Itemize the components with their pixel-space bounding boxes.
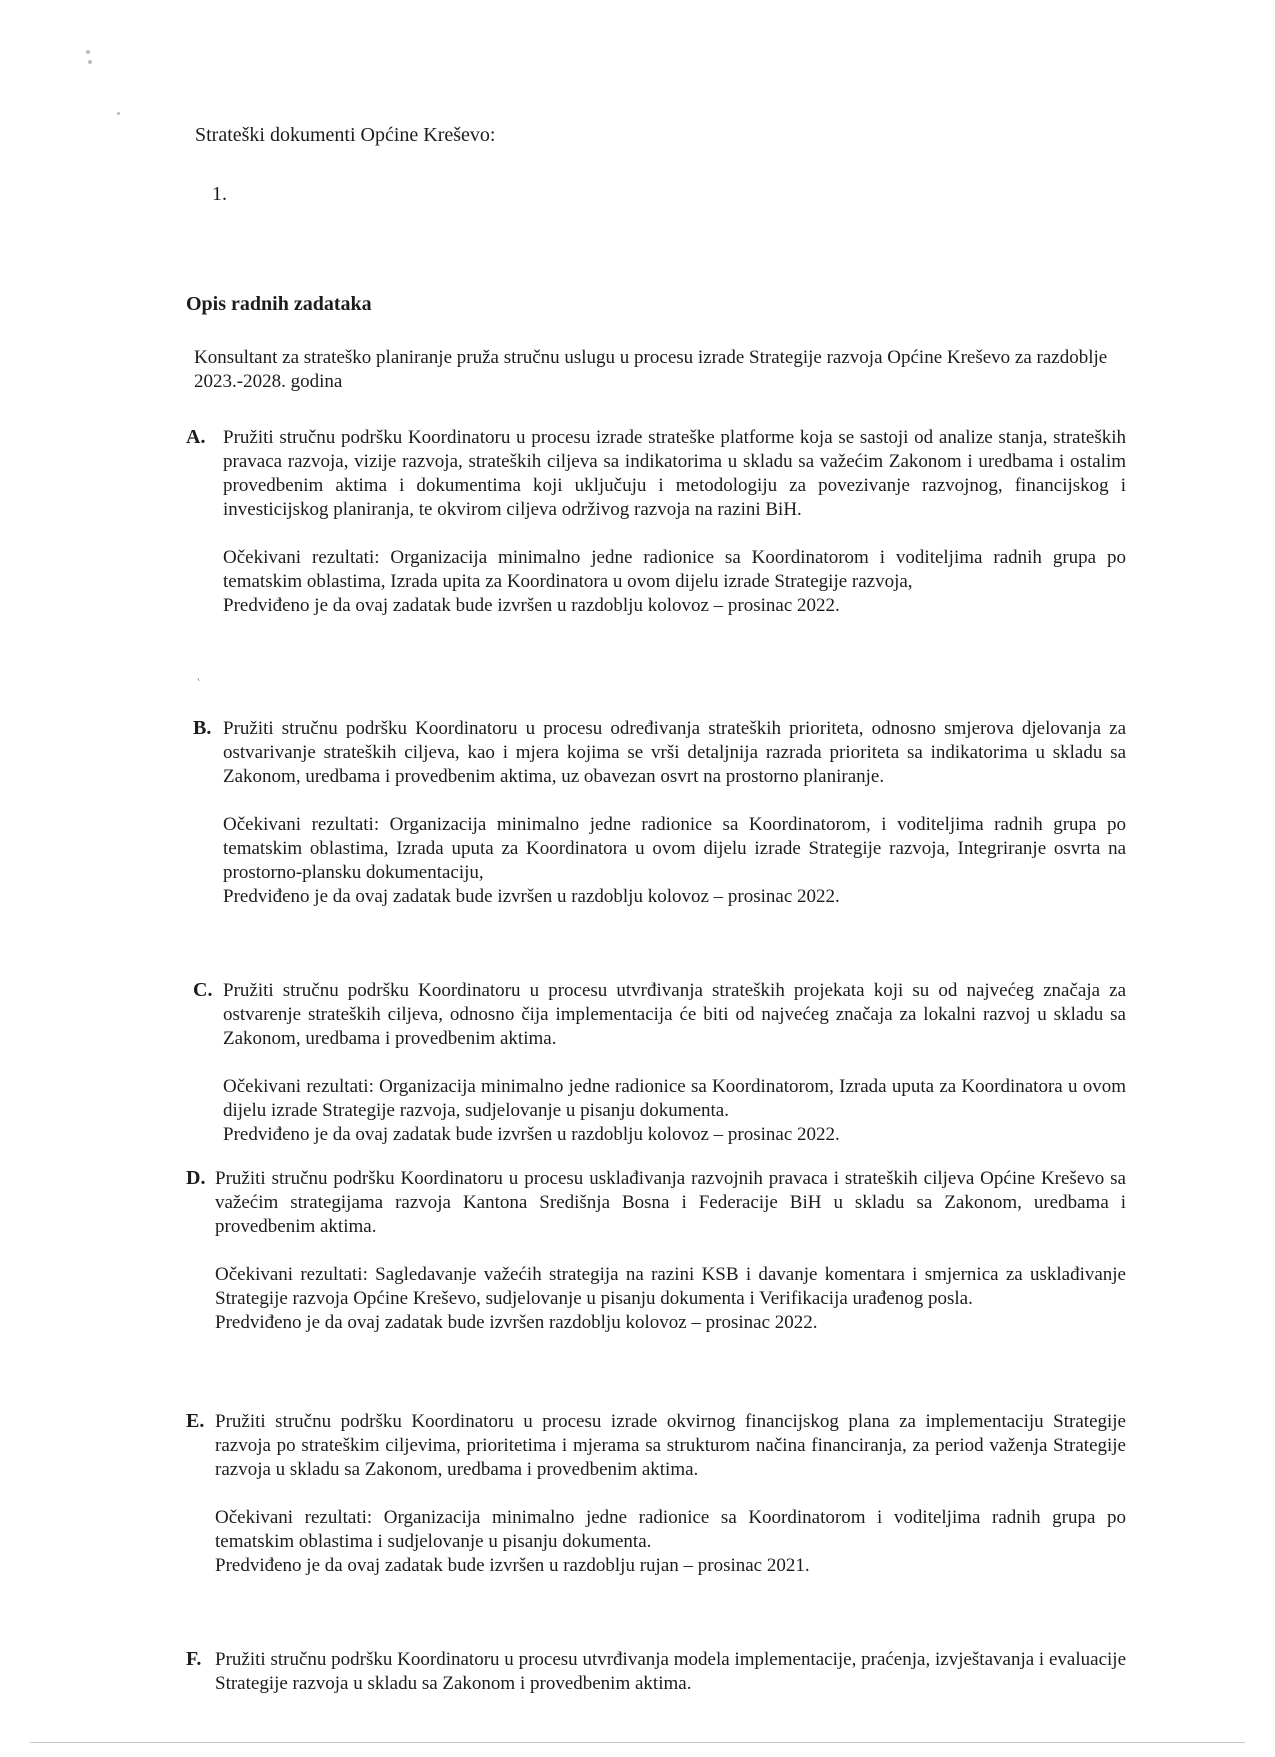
scan-speck <box>88 60 92 64</box>
section-a <box>223 426 1126 642</box>
section-a-task: Pružiti stručnu podršku Koordinatoru u procesu izrade strateške platforme koja se sastoji od analize stanja, strateških pravaca razvoja, vizije razvoja, strateških ciljeva sa indikatorima u skladu sa važećim Zakonom i uredbama i ostalim provedbenim aktima i dokumentima koji uključuju i metodologiju za povezivanje razvojnog, financijskog i investicijskog planiranja, te okvirom ciljeva održivog razvoja na razini BiH. <box>223 427 1126 520</box>
section-c-results: Očekivani rezultati: Organizacija minimalno jedne radionice sa Koordinatorom, Izrada uputa za Koordinatora u ovom dijelu izrade Strategije razvoja, sudjelovanje u pisanju dokumenta. <box>223 1076 1126 1121</box>
section-d-results: Očekivani rezultati: Sagledavanje važećih strategija na razini KSB i davanje komentara i smjernica za usklađivanje Strategije razvoja Općine Kreševo, sudjelovanje u pisanju dokumenta i Verifikacija urađenog posla. <box>215 1264 1126 1309</box>
section-d-task: Pružiti stručnu podršku Koordinatoru u procesu usklađivanja razvojnih pravaca i strateških ciljeva Općine Kreševo sa važećim strategijama razvoja Kantona Središnja Bosna i Federacije BiH u skladu sa Zakonom, uredbama i provedbenim aktima. <box>215 1168 1126 1237</box>
section-d <box>215 1167 1126 1359</box>
section-f-task: Pružiti stručnu podršku Koordinatoru u procesu utvrđivanja modela implementacije, praćenja, izvještavanja i evaluacije Strategije razvoja u skladu sa Zakonom i provedbenim aktima. <box>215 1649 1126 1694</box>
section-letter-d: D. <box>186 1167 206 1189</box>
scan-mark: ˛ <box>197 667 201 681</box>
section-a-results: Očekivani rezultati: Organizacija minimalno jedne radionice sa Koordinatorom i voditeljima radnih grupa po tematskim oblastima, Izrada upita za Koordinatora u ovom dijelu izrade Strategije razvoja, <box>223 547 1126 592</box>
section-c <box>223 979 1126 1171</box>
section-e-timeline: Predviđeno je da ovaj zadatak bude izvršen u razdoblju rujan – prosinac 2021. <box>215 1555 810 1576</box>
section-e <box>215 1410 1126 1602</box>
section-title: Opis radnih zadataka <box>186 293 372 315</box>
section-c-task: Pružiti stručnu podršku Koordinatoru u procesu utvrđivanja strateških projekata koji su od najvećeg značaja za ostvarenje strateških ciljeva, odnosno čija implementacija će biti od najvećeg značaja za lokalni razvoj u skladu sa Zakonom, uredbama i provedbenim aktima. <box>223 980 1126 1049</box>
section-letter-a: A. <box>186 426 206 448</box>
page-bottom-edge <box>30 1742 1245 1743</box>
section-b-timeline: Predviđeno je da ovaj zadatak bude izvršen u razdoblju kolovoz – prosinac 2022. <box>223 886 840 907</box>
section-b-task: Pružiti stručnu podršku Koordinatoru u procesu određivanja strateških prioriteta, odnosno smjerova djelovanja za ostvarivanje strateških ciljeva, kao i mjera kojima se vrši detaljnija razrada prioriteta sa indikatorima u skladu sa Zakonom, uredbama i provedbenim aktima, uz obavezan osvrt na prostorno planiranje. <box>223 718 1126 787</box>
section-f <box>215 1648 1126 1696</box>
section-e-task: Pružiti stručnu podršku Koordinatoru u procesu izrade okvirnog financijskog plana za implementaciju Strategije razvoja po strateškim ciljevima, prioritetima i mjerama sa strukturom načina financiranja, za period važenja Strategije razvoja u skladu sa Zakonom, uredbama i provedbenim aktima. <box>215 1411 1126 1480</box>
section-letter-e: E. <box>186 1410 205 1432</box>
section-a-timeline: Predviđeno je da ovaj zadatak bude izvršen u razdoblju kolovoz – prosinac 2022. <box>223 595 840 616</box>
list-number: 1. <box>212 183 227 205</box>
section-d-timeline: Predviđeno je da ovaj zadatak bude izvršen razdoblju kolovoz – prosinac 2022. <box>215 1312 818 1333</box>
section-e-results: Očekivani rezultati: Organizacija minimalno jedne radionice sa Koordinatorom i voditeljima radnih grupa po tematskim oblastima i sudjelovanje u pisanju dokumenta. <box>215 1507 1126 1552</box>
scan-speck <box>86 50 90 54</box>
section-b <box>223 717 1126 933</box>
section-letter-b: B. <box>193 717 212 739</box>
section-letter-c: C. <box>193 979 213 1001</box>
scan-speck <box>117 112 120 115</box>
section-c-timeline: Predviđeno je da ovaj zadatak bude izvršen u razdoblju kolovoz – prosinac 2022. <box>223 1124 840 1145</box>
document-header: Strateški dokumenti Općine Kreševo: <box>195 124 496 146</box>
section-b-results: Očekivani rezultati: Organizacija minimalno jedne radionice sa Koordinatorom, i voditeljima radnih grupa po tematskim oblastima, Izrada uputa za Koordinatora u ovom dijelu izrade Strategije razvoja, Integriranje osvrta na prostorno-plansku dokumentaciju, <box>223 814 1126 883</box>
intro-paragraph: Konsultant za strateško planiranje pruža stručnu uslugu u procesu izrade Strategije razvoja Općine Kreševo za razdoblje 2023.-2028. godina <box>194 347 1108 392</box>
section-letter-f: F. <box>186 1648 202 1670</box>
